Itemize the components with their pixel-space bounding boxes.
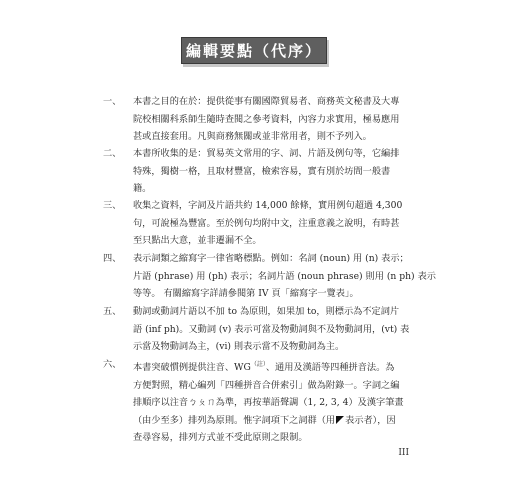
list-item <box>103 250 436 303</box>
list-item <box>103 93 418 146</box>
item-text: 、通用及漢語等四種拼音法。為 <box>265 362 395 374</box>
item-line: 表示詞類之縮寫字一律省略標點。例如：名詞 (noun) 用 (n) 表示； <box>133 253 409 264</box>
list-item <box>103 356 418 447</box>
item-line: 片語 (phrase) 用 (ph) 表示；名詞片語 (noun phrase) 則用 (n ph) 表示 <box>133 270 436 282</box>
title-banner <box>181 37 327 64</box>
item-number: 六、 <box>103 359 122 370</box>
item-number: 二、 <box>103 148 122 159</box>
list-item <box>103 303 418 356</box>
item-line <box>133 356 418 377</box>
item-line: 院校相關科系師生隨時查閱之參考資料，內容力求實用，極易應用 <box>133 113 400 125</box>
item-number: 五、 <box>103 306 122 317</box>
item-text: （由少至多）排列為原則。惟字詞項下之詞群（用 <box>133 414 336 426</box>
item-line: 等等。 有關縮寫字詳請參閱第 IV 頁「縮寫字一覽表」。 <box>133 288 359 300</box>
item-line: 動詞或動詞片語以不加 to 為原則，如果加 to，則標示為不定詞片 <box>133 306 400 317</box>
item-line: 收集之資料，字詞及片語共約 14,000 餘條，實用例句超過 4,300 <box>133 200 403 211</box>
page-title: 編輯要點（代序） <box>185 42 322 60</box>
item-line: 示當及物動詞為主，(vi) 則表示當不及物動詞為主。 <box>133 341 345 353</box>
black-triangle-icon <box>336 416 344 424</box>
item-line: 方便對照，精心編列「四種拼音合併索引」做為附錄一。字詞之編 <box>133 379 400 391</box>
page-number: III <box>398 448 409 458</box>
item-number: 一、 <box>103 96 122 107</box>
item-number: 三、 <box>103 200 122 211</box>
item-text: 表示者），因 <box>345 414 396 426</box>
item-line: 句，可說極為豐富。至於例句均附中文，注重意義之說明，有時甚 <box>133 217 400 229</box>
item-line <box>133 412 418 430</box>
item-line: 查尋容易，排列方式並不受此原則之限制。 <box>133 432 308 444</box>
item-line: 甚或直接套用。凡與商務無關或並非常用者，則不予列入。 <box>133 131 372 143</box>
note-marker: （註） <box>250 361 266 368</box>
item-line: 本書所收集的是：貿易英文常用的字、詞、片語及例句等，它編排 <box>133 148 400 159</box>
item-line: 本書之目的在於：提供從事有關國際貿易者、商務英文秘書及大專 <box>133 96 400 107</box>
item-line: 籍。 <box>133 183 152 195</box>
item-text: 本書突破慣例提供注音、WG <box>133 362 251 374</box>
list-item <box>103 197 418 250</box>
item-line: 特殊，獨樹一格，且取材豐富，檢索容易，實有別於坊間一般書 <box>133 165 391 177</box>
list-item <box>103 145 418 198</box>
item-number: 四、 <box>103 253 122 264</box>
item-line: 語 (inf ph)。又動詞 (v) 表示可當及物動詞與不及物動詞用，(vt) 表 <box>133 323 410 335</box>
item-line: 排順序以注音ㄅㄆㄇ為準，再按華語聲調（1, 2, 3, 4）及漢字筆畫 <box>133 397 404 409</box>
item-line: 至只點出大意，並非遷漏不全。 <box>133 235 262 247</box>
